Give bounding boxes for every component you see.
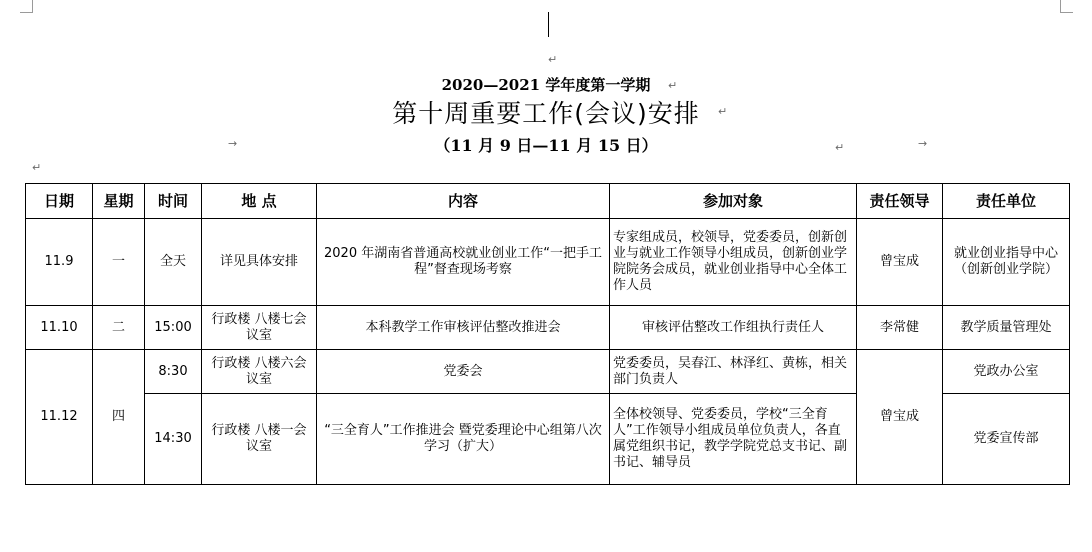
header-leader: 责任领导 — [857, 184, 943, 219]
unit-cell: 教学质量管理处 — [943, 306, 1070, 350]
time-cell: 15:00 — [145, 306, 202, 350]
location-cell: 行政楼 八楼六会议室 — [202, 350, 317, 394]
content-cell: 本科教学工作审核评估整改推进会 — [317, 306, 610, 350]
date-range: （11 月 9 日—11 月 15 日） — [434, 136, 658, 155]
date-cell: 11.9 — [26, 219, 93, 306]
participants-cell: 专家组成员，校领导，党委委员，创新创业与就业工作领导小组成员，创新创业学院院务会成员，就业创业指导中心全体工作人员 — [610, 219, 857, 306]
weekday-cell: 二 — [93, 306, 145, 350]
content-cell: 2020 年湖南省普通高校就业创业工作“一把手工程”督查现场考察 — [317, 219, 610, 306]
location-cell: 行政楼 八楼七会议室 — [202, 306, 317, 350]
leader-cell: 曾宝成 — [857, 219, 943, 306]
paragraph-mark: ↵ — [835, 141, 845, 154]
header-unit: 责任单位 — [943, 184, 1070, 219]
content-cell: 党委会 — [317, 350, 610, 394]
semester-subtitle: 2020—2021 学年度第一学期 — [441, 76, 651, 94]
unit-cell: 党委宣传部 — [943, 394, 1070, 485]
paragraph-mark: ↵ — [668, 79, 678, 92]
weekday-cell: 四 — [93, 350, 145, 485]
table-row — [26, 306, 1070, 350]
page-corner-mark — [1060, 0, 1073, 13]
header-date: 日期 — [26, 184, 93, 219]
paragraph-mark: ↵ — [32, 161, 42, 174]
header-location: 地 点 — [202, 184, 317, 219]
paragraph-mark: ↵ — [718, 105, 728, 118]
location-cell: 详见具体安排 — [202, 219, 317, 306]
unit-cell: 就业创业指导中心（创新创业学院） — [943, 219, 1070, 306]
time-cell: 8:30 — [145, 350, 202, 394]
location-cell: 行政楼 八楼一会议室 — [202, 394, 317, 485]
participants-cell: 审核评估整改工作组执行责任人 — [610, 306, 857, 350]
time-cell: 14:30 — [145, 394, 202, 485]
leader-cell: 曾宝成 — [857, 350, 943, 485]
participants-cell: 党委委员，吴春江、林泽红、黄栋，相关部门负责人 — [610, 350, 857, 394]
time-cell: 全天 — [145, 219, 202, 306]
paragraph-mark: ↵ — [548, 53, 558, 66]
leader-cell: 李常健 — [857, 306, 943, 350]
text-cursor — [548, 12, 549, 37]
tab-mark: → — [228, 137, 238, 150]
table-row — [26, 350, 1070, 394]
schedule-table — [25, 183, 1070, 485]
header-participants: 参加对象 — [610, 184, 857, 219]
content-cell: “三全育人”工作推进会 暨党委理论中心组第八次学习（扩大） — [317, 394, 610, 485]
table-row — [26, 219, 1070, 306]
header-weekday: 星期 — [93, 184, 145, 219]
header-row — [26, 184, 1070, 219]
tab-mark: → — [918, 137, 928, 150]
participants-cell: 全体校领导、党委委员，学校“三全育人”工作领导小组成员单位负责人，各直属党组织书记，教学学院党总支书记、副书记、辅导员 — [610, 394, 857, 485]
date-cell: 11.12 — [26, 350, 93, 485]
page-title: 第十周重要工作(会议)安排 — [392, 99, 700, 128]
header-content: 内容 — [317, 184, 610, 219]
page-corner-mark — [20, 0, 33, 13]
date-cell: 11.10 — [26, 306, 93, 350]
header-time: 时间 — [145, 184, 202, 219]
weekday-cell: 一 — [93, 219, 145, 306]
unit-cell: 党政办公室 — [943, 350, 1070, 394]
